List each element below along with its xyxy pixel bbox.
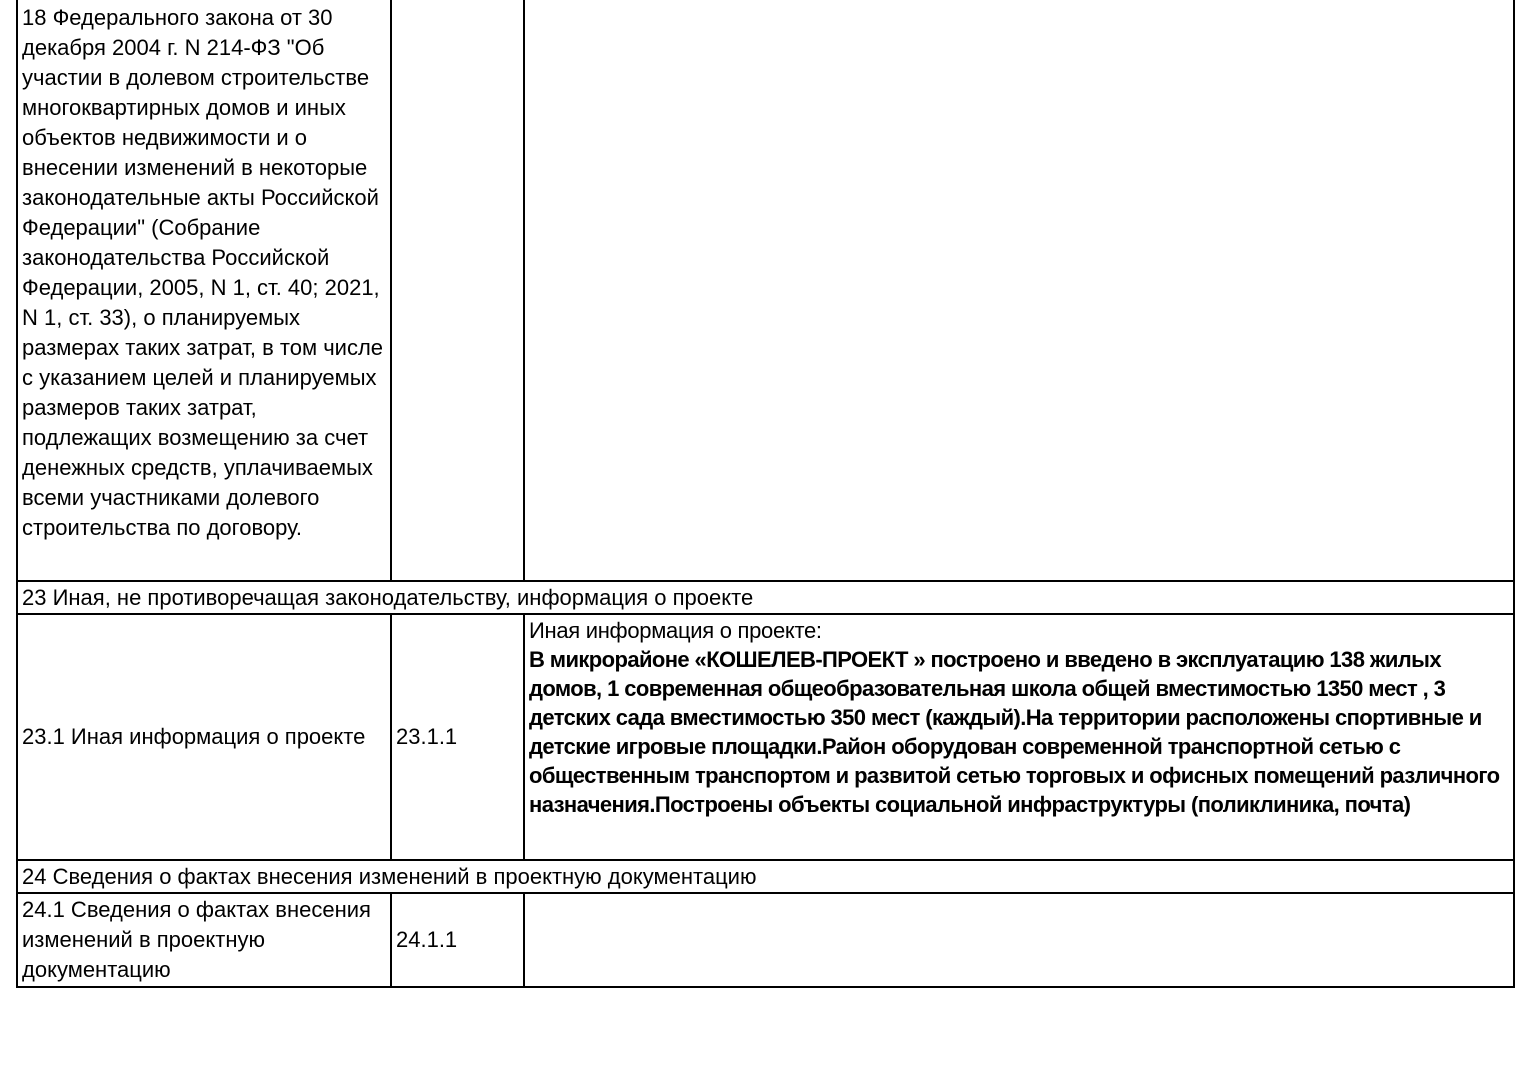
legal-citation-code-cell-empty	[391, 0, 524, 581]
other-project-info-intro: Иная информация о проекте:	[529, 618, 822, 643]
section-24-header: 24 Сведения о фактах внесения изменений в проектную документацию	[17, 860, 1514, 893]
project-declaration-table	[16, 0, 1515, 988]
table-row-23-1	[17, 614, 1514, 860]
section-23-header: 23 Иная, не противоречащая законодательству, информация о проекте	[17, 581, 1514, 614]
legal-citation-value-cell-empty	[524, 0, 1514, 581]
row-24-1-code: 24.1.1	[391, 893, 524, 987]
legal-citation-cell	[17, 0, 391, 581]
row-23-1-label: 23.1 Иная информация о проекте	[17, 614, 391, 860]
other-project-info-body: В микрорайоне «КОШЕЛЕВ-ПРОЕКТ » построено и введено в эксплуатацию 138 жилых домов, 1 современная общеобразовательная школа общей вместимостью 1350 мест , 3 детских сада вместимостью 350 мест (каждый).На территории расположены спортивные и детские игровые площадки.Район оборудован современной транспортной сетью с общественным транспортом и развитой сетью торговых и офисных помещений различного назначения.Построены объекты социальной инфраструктуры (поликлиника, почта)	[529, 647, 1500, 817]
table-row-24-1	[17, 893, 1514, 987]
legal-citation-text: 18 Федерального закона от 30 декабря 2004 г. N 214-ФЗ "Об участии в долевом строительстве многоквартирных домов и иных объектов недвижимости и о внесении изменений в некоторые законодательные акты Российской Федерации" (Собрание законодательства Российской Федерации, 2005, N 1, ст. 40; 2021, N 1, ст. 33), о планируемых размерах таких затрат, в том числе с указанием целей и планируемых размеров таких затрат, подлежащих возмещению за счет денежных средств, уплачиваемых всеми участниками долевого строительства по договору.	[22, 5, 384, 540]
table-row-section-24	[17, 860, 1514, 893]
table-row-legal-citation	[17, 0, 1514, 581]
table-row-section-23	[17, 581, 1514, 614]
row-24-1-value-cell	[524, 893, 1514, 987]
row-23-1-code: 23.1.1	[391, 614, 524, 860]
row-24-1-label: 24.1 Сведения о фактах внесения изменений в проектную документацию	[17, 893, 391, 987]
row-23-1-value-cell	[524, 614, 1514, 860]
